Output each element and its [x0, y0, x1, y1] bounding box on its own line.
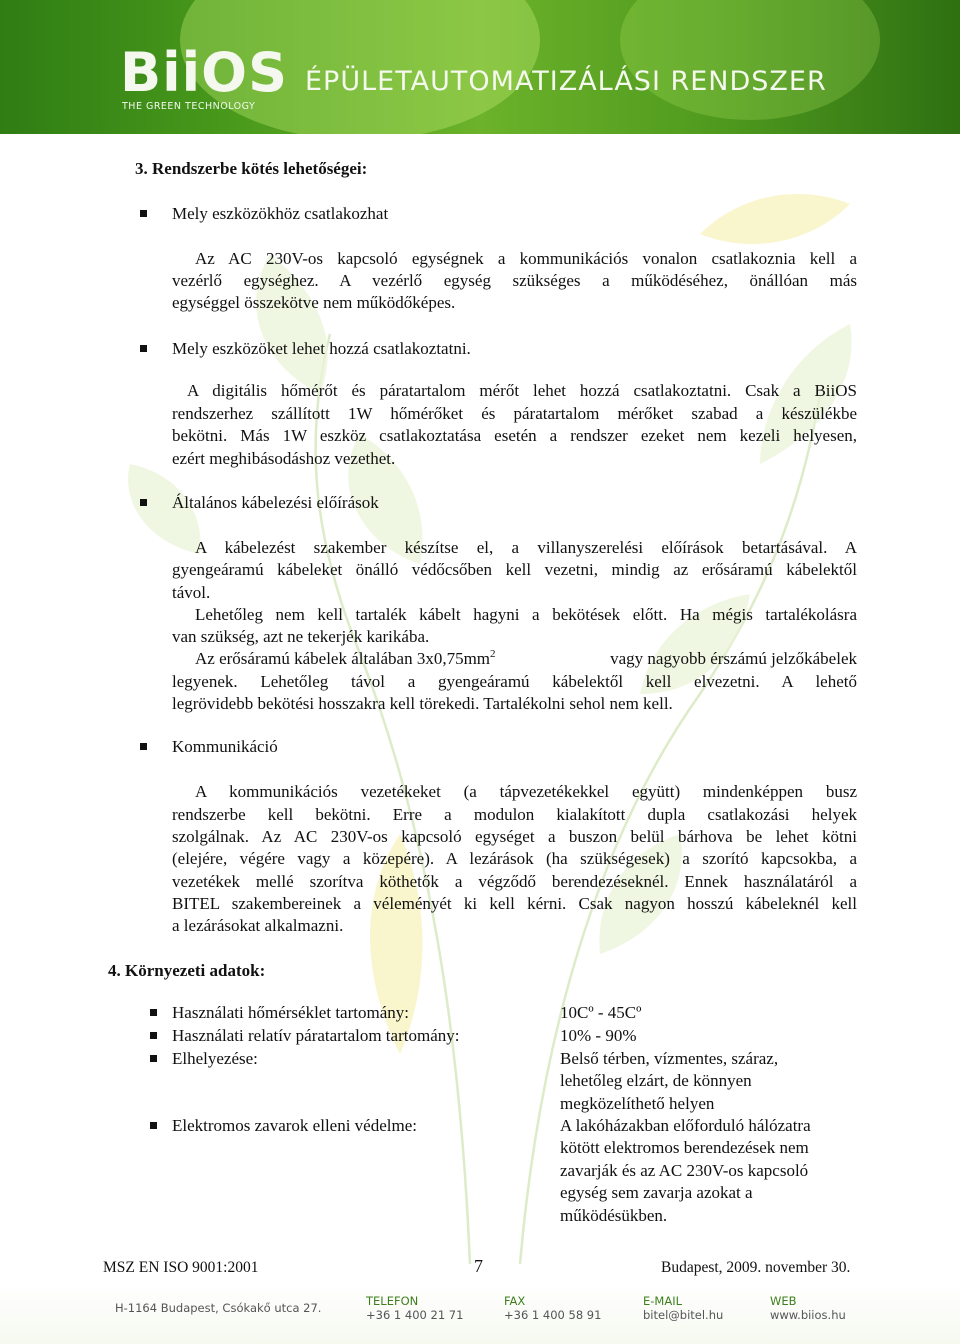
bullet-square	[140, 345, 147, 352]
spec-value: A lakóházakban előforduló hálózatra	[560, 1116, 811, 1135]
fax-label: FAX	[504, 1294, 526, 1308]
email-block	[643, 1294, 723, 1322]
web-label: WEB	[770, 1294, 797, 1308]
bullet-square	[150, 1122, 157, 1129]
spec-value: zavarják és az AC 230V-os kapcsoló	[560, 1161, 809, 1180]
paragraph-line: vezetékek mellé szorítva köthetők a végződő berendezéseknél. Ennek használatáról a	[172, 872, 857, 891]
paragraph-line: egységgel összekötve nem működőképes.	[172, 293, 456, 312]
paragraph-line: A kábelezést szakember készítse el, a villanyszerelési előírások betartásával. A	[195, 538, 857, 557]
bullet-title-connectable: Mely eszközöket lehet hozzá csatlakoztatni.	[172, 339, 471, 358]
bullet-title-communication: Kommunikáció	[172, 737, 278, 756]
bullet-square	[150, 1009, 157, 1016]
paragraph-line: legrövidebb bekötési hosszakra kell törekedi. Tartalékolni sehol nem kell.	[172, 694, 673, 713]
section-4-heading: 4. Környezeti adatok:	[108, 961, 266, 980]
spec-label: Elektromos zavarok elleni védelme:	[172, 1116, 417, 1135]
company-address: H-1164 Budapest, Csókakő utca 27.	[115, 1301, 322, 1315]
paragraph-line: szolgálnak. Az AC 230V-os kapcsoló egységet a buszon belül bárhova be lehet kötni	[172, 827, 857, 846]
email-link[interactable]: bitel@bitel.hu	[643, 1308, 724, 1322]
paragraph-line: A kommunikációs vezetékeket (a tápvezetékekkel együtt) mindenképpen busz	[195, 782, 857, 801]
spec-value: megközelíthető helyen	[560, 1094, 715, 1113]
phone-number: +36 1 400 21 71	[366, 1308, 464, 1322]
paragraph-line: van szükség, azt ne tekerjék karikába.	[172, 627, 430, 646]
paragraph-line: (elejére, végére vagy a közepére). A lezárások (ha szükségesek) a szorító kapcsokba, a	[172, 849, 857, 868]
bullet-title-devices: Mely eszközökhöz csatlakozhat	[172, 204, 389, 223]
paragraph-line: a lezárásokat alkalmazni.	[172, 916, 344, 935]
bullet-square	[150, 1032, 157, 1039]
bullet-title-cabling: Általános kábelezési előírások	[172, 493, 379, 512]
spec-value: lehetőleg elzárt, de könnyen	[560, 1071, 752, 1090]
paragraph-line: legyenek. Lehetőleg távol a gyengeáramú kábelektől kell elvezetni. A lehető	[172, 672, 857, 691]
document-date: Budapest, 2009. november 30.	[661, 1259, 851, 1276]
spec-value: 10% - 90%	[560, 1026, 637, 1045]
bullet-square	[140, 743, 147, 750]
header-title: ÉPÜLETAUTOMATIZÁLÁSI RENDSZER	[305, 66, 827, 97]
spec-label: Használati hőmérséklet tartomány:	[172, 1003, 409, 1022]
paragraph-line: rendszerbe kell bekötni. Erre a modulon kialakított dupla csatlakozási helyek	[172, 805, 857, 824]
paragraph-line: Az AC 230V-os kapcsoló egységnek a kommunikációs vonalon csatlakoznia kell a	[195, 249, 857, 268]
brand-logo: BiiOS	[120, 41, 288, 104]
paragraph-line: vezérlő egységhez. A vezérlő egység szükséges a működéséhez, önállóan más	[172, 271, 857, 290]
spec-value: 10Cº - 45Cº	[560, 1003, 642, 1022]
spec-value: egység sem zavarja azokat a	[560, 1183, 753, 1202]
web-link[interactable]: www.biios.hu	[770, 1308, 846, 1322]
paragraph-line: BITEL szakembereinek a véleményét ki kell kérni. Csak nagyon hosszú kábeleknél kell	[172, 894, 857, 913]
spec-label: Elhelyezése:	[172, 1049, 258, 1068]
page-number: 7	[474, 1256, 483, 1276]
paragraph-line: A digitális hőmérőt és páratartalom mérőt lehet hozzá csatlakoztatni. Csak a BiiOS	[187, 381, 857, 400]
paragraph-line: ezért meghibásodáshoz vezethet.	[172, 449, 396, 468]
paragraph-line: távol.	[172, 583, 211, 602]
section-3-heading: 3. Rendszerbe kötés lehetőségei:	[135, 159, 368, 178]
banner-glow	[620, 0, 880, 120]
paragraph-line	[195, 648, 857, 672]
fax-number: +36 1 400 58 91	[504, 1308, 602, 1322]
spec-value: Belső térben, vízmentes, száraz,	[560, 1049, 779, 1068]
phone-block	[366, 1294, 463, 1322]
header-banner	[0, 0, 960, 134]
web-block	[770, 1294, 846, 1322]
paragraph-line: rendszerhez szállított 1W hőmérőket és páratartalom mérőket szabad a készülékbe	[172, 404, 857, 423]
email-label: E-MAIL	[643, 1294, 683, 1308]
paragraph-line: bekötni. Más 1W eszköz csatlakoztatása esetén a rendszer ezeket nem kezeli helyesen,	[172, 426, 857, 445]
phone-label: TELEFON	[366, 1294, 419, 1308]
paragraph-line: gyengeáramú kábeleket önálló védőcsőben kell vezetni, mindig az erősáramú kábelektől	[172, 560, 857, 579]
cable-size-text: Az erősáramú kábelek általában $3x0,75mm^2$	[195, 648, 496, 668]
paragraph-line: Lehetőleg nem kell tartalék kábelt hagyni a bekötések előtt. Ha mégis tartalékolásra	[195, 605, 857, 624]
iso-standard: MSZ EN ISO 9001:2001	[103, 1259, 259, 1276]
bullet-square	[140, 499, 147, 506]
bullet-square	[150, 1055, 157, 1062]
fax-block	[504, 1294, 601, 1322]
cable-size-text-rest: vagy nagyobb érszámú jelzőkábelek	[610, 649, 857, 668]
spec-value: működésükben.	[560, 1206, 668, 1225]
spec-label: Használati relatív páratartalom tartomány:	[172, 1026, 460, 1045]
brand-tagline: THE GREEN TECHNOLOGY	[122, 101, 256, 112]
spec-value: kötött elektromos berendezések nem	[560, 1138, 809, 1157]
bullet-square	[140, 210, 147, 217]
